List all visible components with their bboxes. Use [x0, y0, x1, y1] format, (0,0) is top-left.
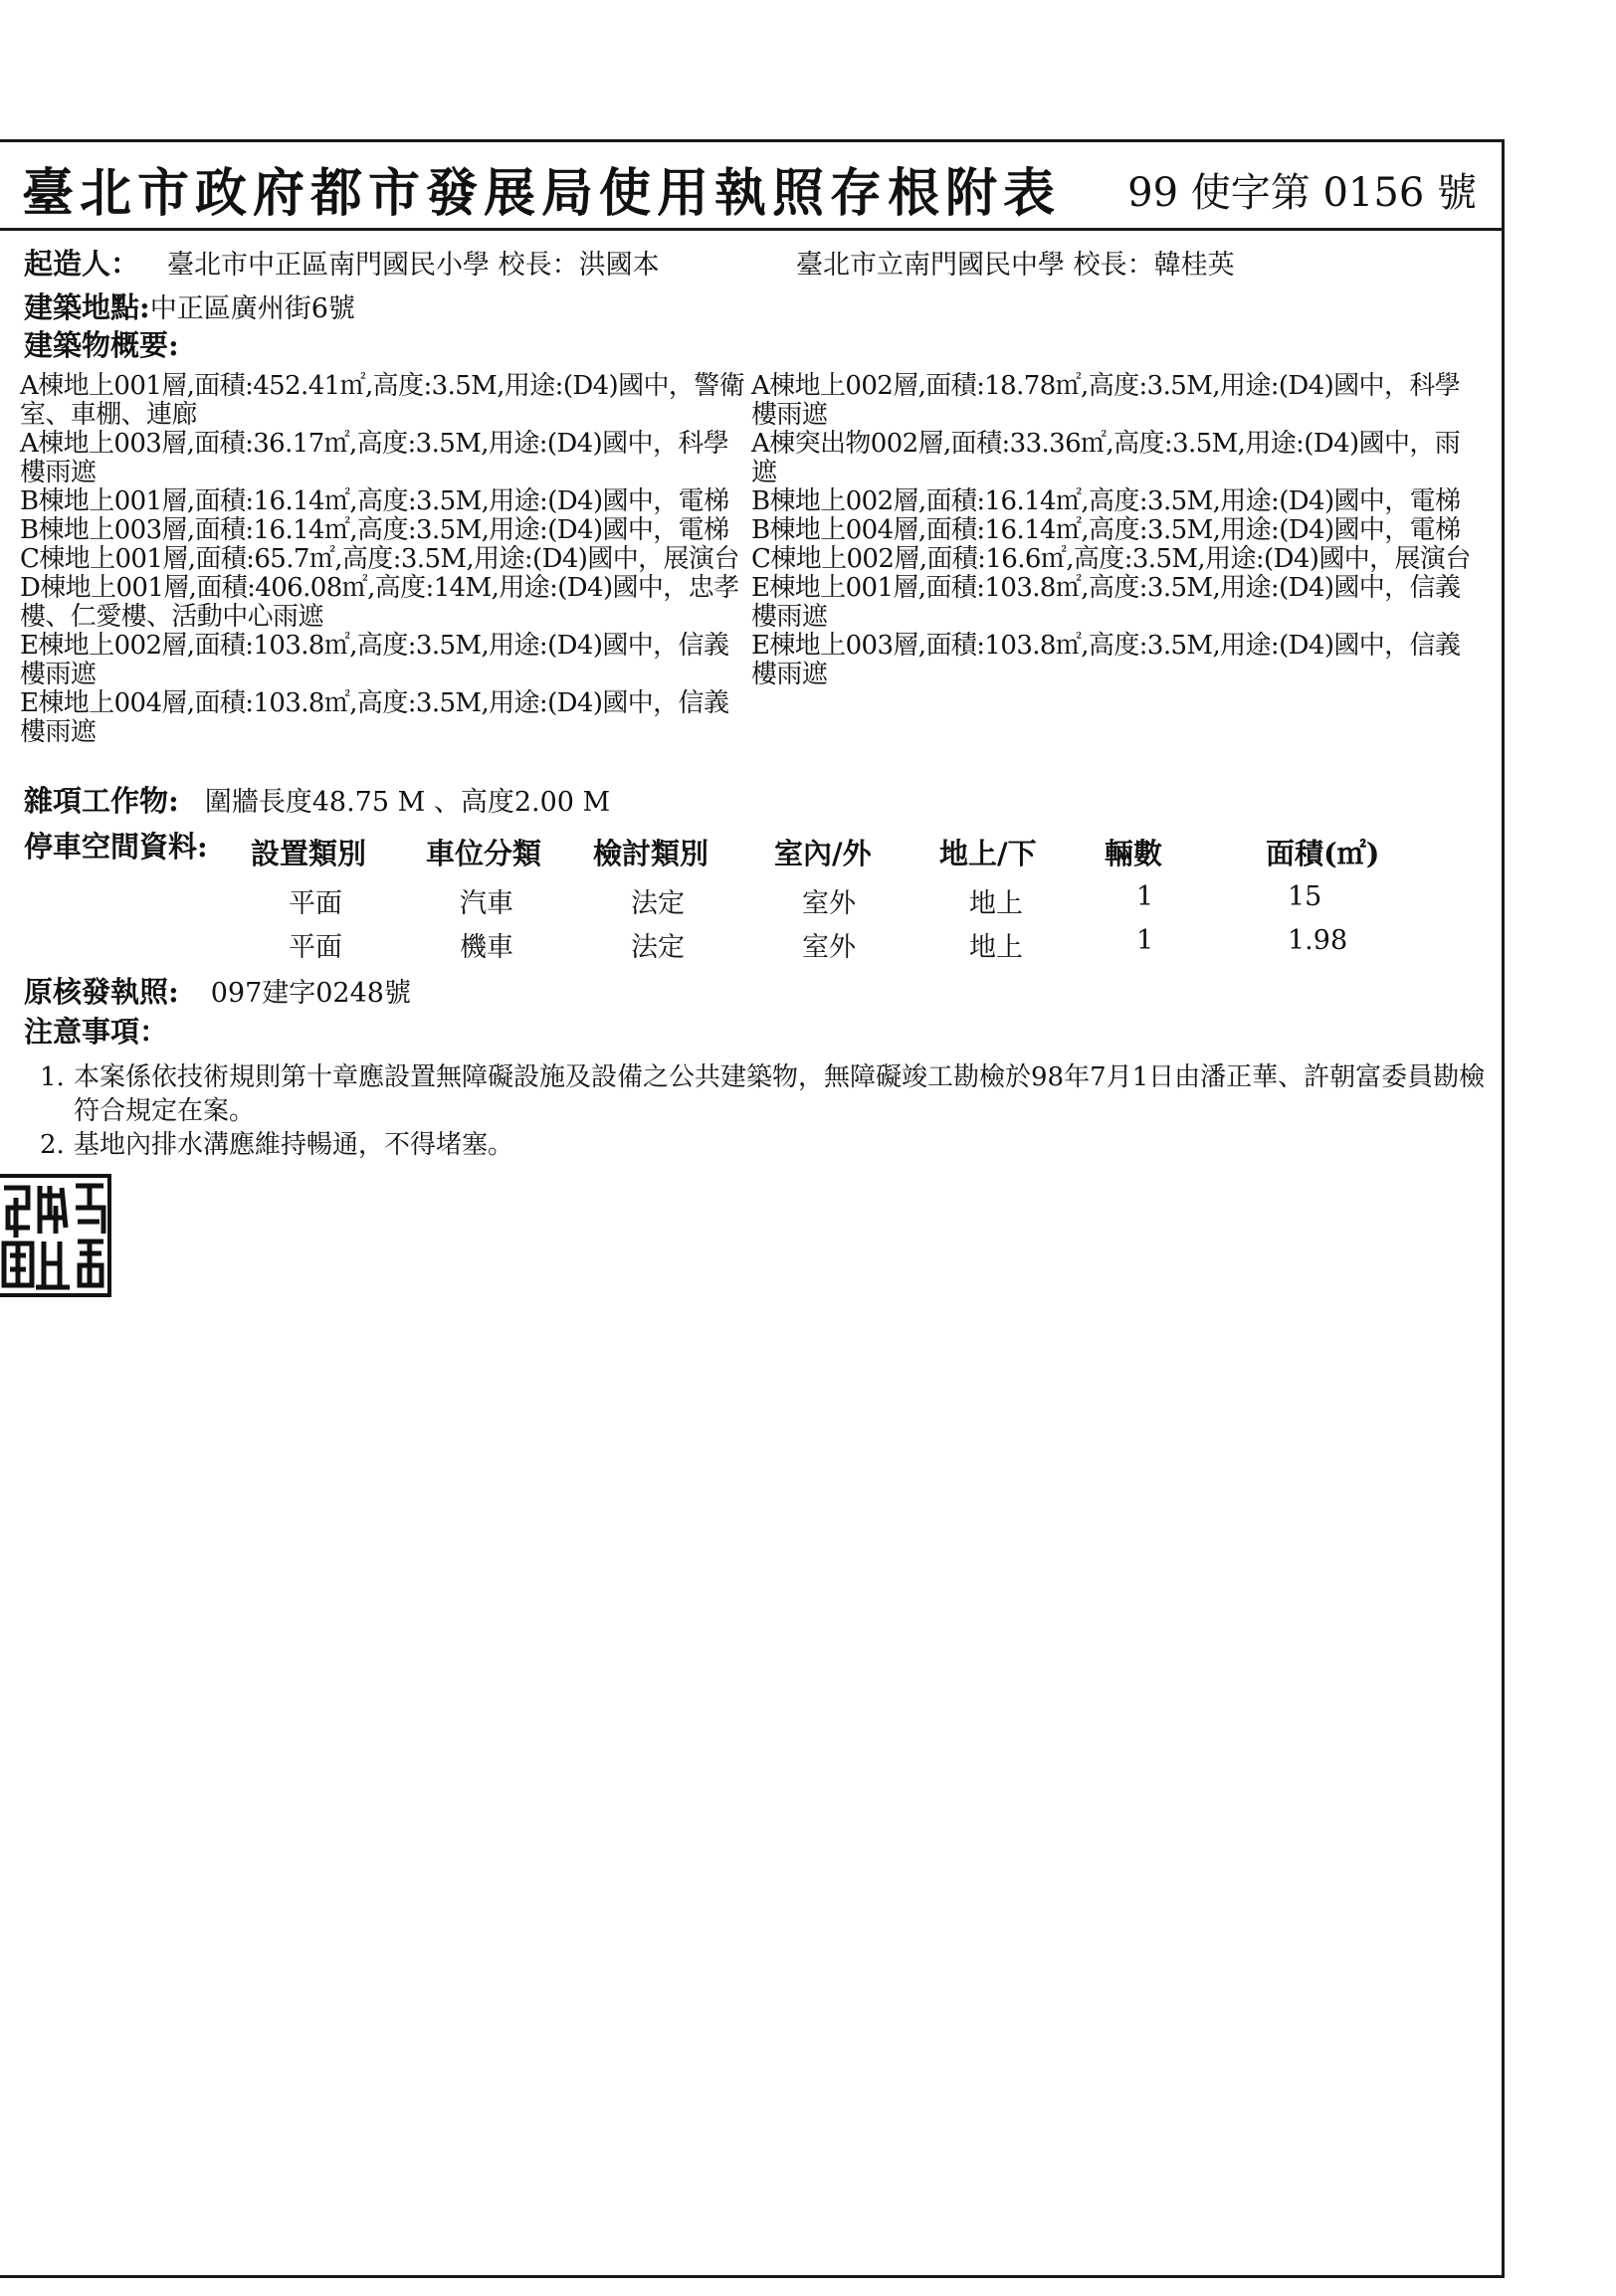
building-item: B棟地上001層,面積:16.14㎡,高度:3.5M,用途:(D4)國中，電梯	[20, 486, 729, 516]
building-item: A棟突出物002層,面積:33.36㎡,高度:3.5M,用途:(D4)國中，雨遮	[751, 429, 1461, 487]
site-label: 建築地點:	[24, 290, 150, 324]
official-seal-stamp	[0, 1174, 111, 1297]
parking-col-header: 輛數	[1105, 837, 1163, 870]
parking-col-header: 地上/下	[939, 837, 1037, 870]
notes-list	[40, 1060, 1493, 1162]
misc-works-row	[24, 786, 610, 818]
title-bar	[0, 139, 1505, 231]
applicant-label: 起造人：	[24, 247, 140, 281]
parking-cell: 平面	[289, 888, 342, 919]
parking-cell: 1	[1136, 925, 1154, 956]
parking-cell: 機車	[460, 932, 513, 963]
building-item: B棟地上003層,面積:16.14㎡,高度:3.5M,用途:(D4)國中，電梯	[20, 515, 729, 545]
applicant-primary: 臺北市中正區南門國民小學 校長：洪國本	[167, 250, 660, 281]
note-text: 本案係依技術規則第十章應設置無障礙設施及設備之公共建築物，無障礙竣工勘檢於98年7月1日由潘正華、許朝富委員勘檢符合規定在案。	[74, 1062, 1486, 1126]
parking-cell: 汽車	[460, 888, 513, 919]
parking-col-header: 面積(㎡)	[1266, 837, 1380, 870]
parking-cell: 地上	[969, 888, 1023, 919]
building-list	[20, 372, 1493, 747]
building-item: A棟地上002層,面積:18.78㎡,高度:3.5M,用途:(D4)國中，科學樓雨遮	[751, 371, 1461, 430]
parking-cell: 室外	[802, 932, 856, 963]
misc-works-value: 圍牆長度48.75 M 、高度2.00 M	[204, 787, 611, 818]
original-permit-row	[24, 977, 411, 1009]
note-text: 基地內排水溝應維持暢通，不得堵塞。	[74, 1130, 514, 1160]
building-item: E棟地上001層,面積:103.8㎡,高度:3.5M,用途:(D4)國中，信義樓雨遮	[751, 573, 1461, 632]
applicant-secondary: 臺北市立南門國民中學 校長：韓桂英	[796, 250, 1235, 281]
parking-cell: 法定	[631, 888, 685, 919]
parking-col-header: 檢討類別	[593, 837, 709, 870]
parking-col-header: 車位分類	[426, 837, 542, 870]
building-item: E棟地上004層,面積:103.8㎡,高度:3.5M,用途:(D4)國中，信義樓雨遮	[20, 688, 729, 747]
list-item	[40, 1060, 1493, 1128]
parking-col-header: 設置類別	[251, 837, 367, 870]
parking-cell: 平面	[289, 932, 342, 963]
building-item: C棟地上002層,面積:16.6㎡,高度:3.5M,用途:(D4)國中，展演台	[751, 544, 1471, 574]
parking-label: 停車空間資料:	[24, 830, 208, 863]
list-item	[40, 1128, 1493, 1162]
parking-cell: 1	[1136, 881, 1154, 912]
original-permit-label: 原核發執照:	[24, 975, 179, 1009]
misc-works-label: 雜項工作物:	[24, 784, 179, 818]
notes-label: 注意事項：	[24, 1015, 169, 1049]
parking-cell: 地上	[969, 932, 1023, 963]
site-value: 中正區廣州街6號	[149, 293, 355, 324]
note-number: 1.	[40, 1062, 65, 1092]
building-item: B棟地上004層,面積:16.14㎡,高度:3.5M,用途:(D4)國中，電梯	[751, 515, 1461, 545]
building-item: A棟地上001層,面積:452.41㎡,高度:3.5M,用途:(D4)國中，警衛室、車棚、連廊	[20, 371, 745, 430]
building-item: B棟地上002層,面積:16.14㎡,高度:3.5M,用途:(D4)國中，電梯	[751, 486, 1461, 516]
original-permit-value: 097建字0248號	[210, 978, 411, 1009]
building-item: A棟地上003層,面積:36.17㎡,高度:3.5M,用途:(D4)國中，科學樓雨遮	[20, 429, 729, 487]
building-item: C棟地上001層,面積:65.7㎡,高度:3.5M,用途:(D4)國中，展演台	[20, 544, 739, 574]
parking-cell: 1.98	[1288, 925, 1348, 956]
parking-col-header: 室內/外	[774, 837, 872, 870]
permit-number: 99 使字第 0156 號	[1127, 170, 1477, 216]
parking-cell: 法定	[631, 932, 685, 963]
parking-cell: 室外	[802, 888, 856, 919]
building-item: E棟地上003層,面積:103.8㎡,高度:3.5M,用途:(D4)國中，信義樓雨遮	[751, 631, 1461, 689]
document-title: 臺北市政府都市發展局使用執照存根附表	[22, 163, 1062, 224]
buildings-label: 建築物概要:	[24, 328, 179, 362]
parking-cell: 15	[1288, 881, 1322, 912]
building-item: E棟地上002層,面積:103.8㎡,高度:3.5M,用途:(D4)國中，信義樓雨遮	[20, 631, 729, 689]
seal-icon	[0, 1178, 107, 1293]
site-row	[24, 292, 355, 324]
note-number: 2.	[40, 1130, 65, 1160]
building-item: D棟地上001層,面積:406.08㎡,高度:14M,用途:(D4)國中，忠孝樓、仁愛樓、活動中心雨遮	[20, 573, 739, 632]
